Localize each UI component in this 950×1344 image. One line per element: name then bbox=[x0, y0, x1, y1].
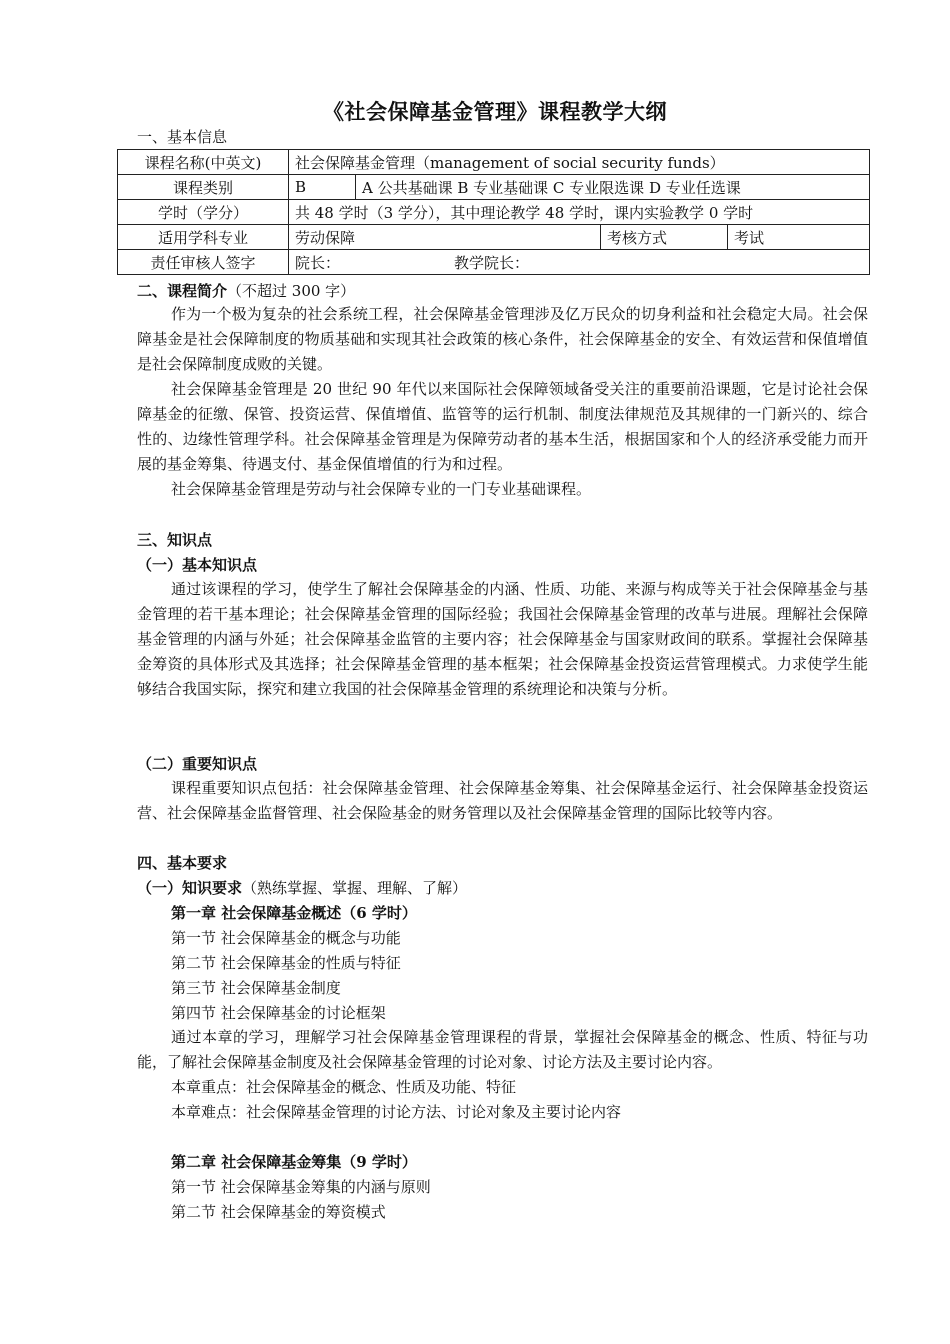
course-category-label: 课程类别 bbox=[118, 175, 289, 200]
chapter-1-key-points: 本章重点：社会保障基金的概念、性质及功能、特征 bbox=[171, 1078, 517, 1096]
table-row bbox=[118, 225, 870, 250]
key-knowledge-heading: （二）重要知识点 bbox=[137, 755, 258, 773]
assessment-label: 考核方式 bbox=[601, 225, 728, 250]
chapter-2-title: 第二章 社会保障基金筹集（9 学时） bbox=[171, 1153, 417, 1171]
chapter-2-section-2: 第二节 社会保障基金的筹资模式 bbox=[171, 1203, 386, 1221]
reviewer-signatures bbox=[289, 250, 870, 275]
intro-paragraph-1: 作为一个极为复杂的社会系统工程，社会保障基金管理涉及亿万民众的切身利益和社会稳定大局。社会保障基金是社会保障制度的物质基础和实现其社会政策的核心条件，社会保障基金的安全、有效运营和保值增值是社会保障制度成败的关键。 bbox=[137, 305, 868, 373]
knowledge-requirements-title: （一）知识要求 bbox=[137, 879, 243, 897]
teaching-dean-label: 教学院长： bbox=[454, 253, 530, 272]
reviewer-label: 责任审核人签字 bbox=[118, 250, 289, 275]
chapter-1-section-4: 第四节 社会保障基金的讨论框架 bbox=[171, 1004, 386, 1022]
chapter-1-description: 通过本章的学习，理解学习社会保障基金管理课程的背景，掌握社会保障基金的概念、性质、特征与功能，了解社会保障基金制度及社会保障基金管理的讨论对象、讨论方法及主要讨论内容。 bbox=[137, 1028, 868, 1071]
major-value: 劳动保障 bbox=[289, 225, 601, 250]
section-course-intro-title: 二、课程简介 bbox=[137, 282, 228, 300]
section-course-intro bbox=[137, 281, 355, 301]
course-name-value: 社会保障基金管理（management of social security funds） bbox=[289, 150, 870, 175]
dean-label: 院长： bbox=[295, 253, 341, 272]
table-row bbox=[118, 200, 870, 225]
course-name-label: 课程名称(中英文) bbox=[118, 150, 289, 175]
chapter-1-section-1: 第一节 社会保障基金的概念与功能 bbox=[171, 929, 401, 947]
chapter-1-title: 第一章 社会保障基金概述（6 学时） bbox=[171, 904, 417, 922]
major-label: 适用学科专业 bbox=[118, 225, 289, 250]
table-row bbox=[118, 250, 870, 275]
intro-paragraph-2: 社会保障基金管理是 20 世纪 90 年代以来国际社会保障领域备受关注的重要前沿课题，它是讨论社会保障基金的征缴、保管、投资运营、保值增值、监管等的运行机制、制度法律规范及其规律的一门新兴的、综合性的、边缘性管理学科。社会保障基金管理是为保障劳动者的基本生活，根据国家和个人的经济承受能力而开展的基金筹集、待遇支付、基金保值增值的行为和过程。 bbox=[137, 380, 868, 473]
document-title: 《社会保障基金管理》课程教学大纲 bbox=[323, 100, 667, 124]
hours-value: 共 48 学时（3 学分），其中理论教学 48 学时，课内实验教学 0 学时 bbox=[289, 200, 870, 225]
basic-knowledge-heading: （一）基本知识点 bbox=[137, 556, 258, 574]
chapter-2-section-1: 第一节 社会保障基金筹集的内涵与原则 bbox=[171, 1178, 431, 1196]
section-basic-requirements: 四、基本要求 bbox=[137, 854, 228, 872]
chapter-1-difficult-points: 本章难点：社会保障基金管理的讨论方法、讨论对象及主要讨论内容 bbox=[171, 1103, 622, 1121]
basic-knowledge-paragraph: 通过该课程的学习，使学生了解社会保障基金的内涵、性质、功能、来源与构成等关于社会保障基金与基金管理的若干基本理论；社会保障基金管理的国际经验；我国社会保障基金管理的改革与进展。理解社会保障基金管理的内涵与外延；社会保障基金监管的主要内容；社会保障基金与国家财政间的联系。掌握社会保障基金筹资的具体形式及其选择；社会保障基金管理的基本框架；社会保障基金投资运营管理模式。力求使学生能够结合我国实际，探究和建立我国的社会保障基金管理的系统理论和决策与分析。 bbox=[137, 580, 868, 698]
key-knowledge-paragraph: 课程重要知识点包括：社会保障基金管理、社会保障基金筹集、社会保障基金运行、社会保障基金投资运营、社会保障基金监督管理、社会保险基金的财务管理以及社会保障基金管理的国际比较等内容。 bbox=[137, 779, 868, 822]
chapter-1-section-3: 第三节 社会保障基金制度 bbox=[171, 979, 341, 997]
knowledge-requirements-heading bbox=[137, 878, 467, 898]
assessment-value: 考试 bbox=[728, 225, 870, 250]
intro-paragraph-3: 社会保障基金管理是劳动与社会保障专业的一门专业基础课程。 bbox=[171, 480, 592, 498]
table-row bbox=[118, 175, 870, 200]
basic-info-table bbox=[117, 149, 870, 275]
section-knowledge-points: 三、知识点 bbox=[137, 531, 213, 549]
section-basic-info: 一、基本信息 bbox=[137, 128, 228, 146]
course-category-options: A 公共基础课 B 专业基础课 C 专业限选课 D 专业任选课 bbox=[356, 175, 870, 200]
hours-label: 学时（学分） bbox=[118, 200, 289, 225]
section-course-intro-note: （不超过 300 字） bbox=[227, 282, 356, 300]
course-category-code: B bbox=[289, 175, 356, 200]
chapter-1-section-2: 第二节 社会保障基金的性质与特征 bbox=[171, 954, 401, 972]
table-row bbox=[118, 150, 870, 175]
knowledge-requirements-note: （熟练掌握、掌握、理解、了解） bbox=[242, 879, 468, 897]
